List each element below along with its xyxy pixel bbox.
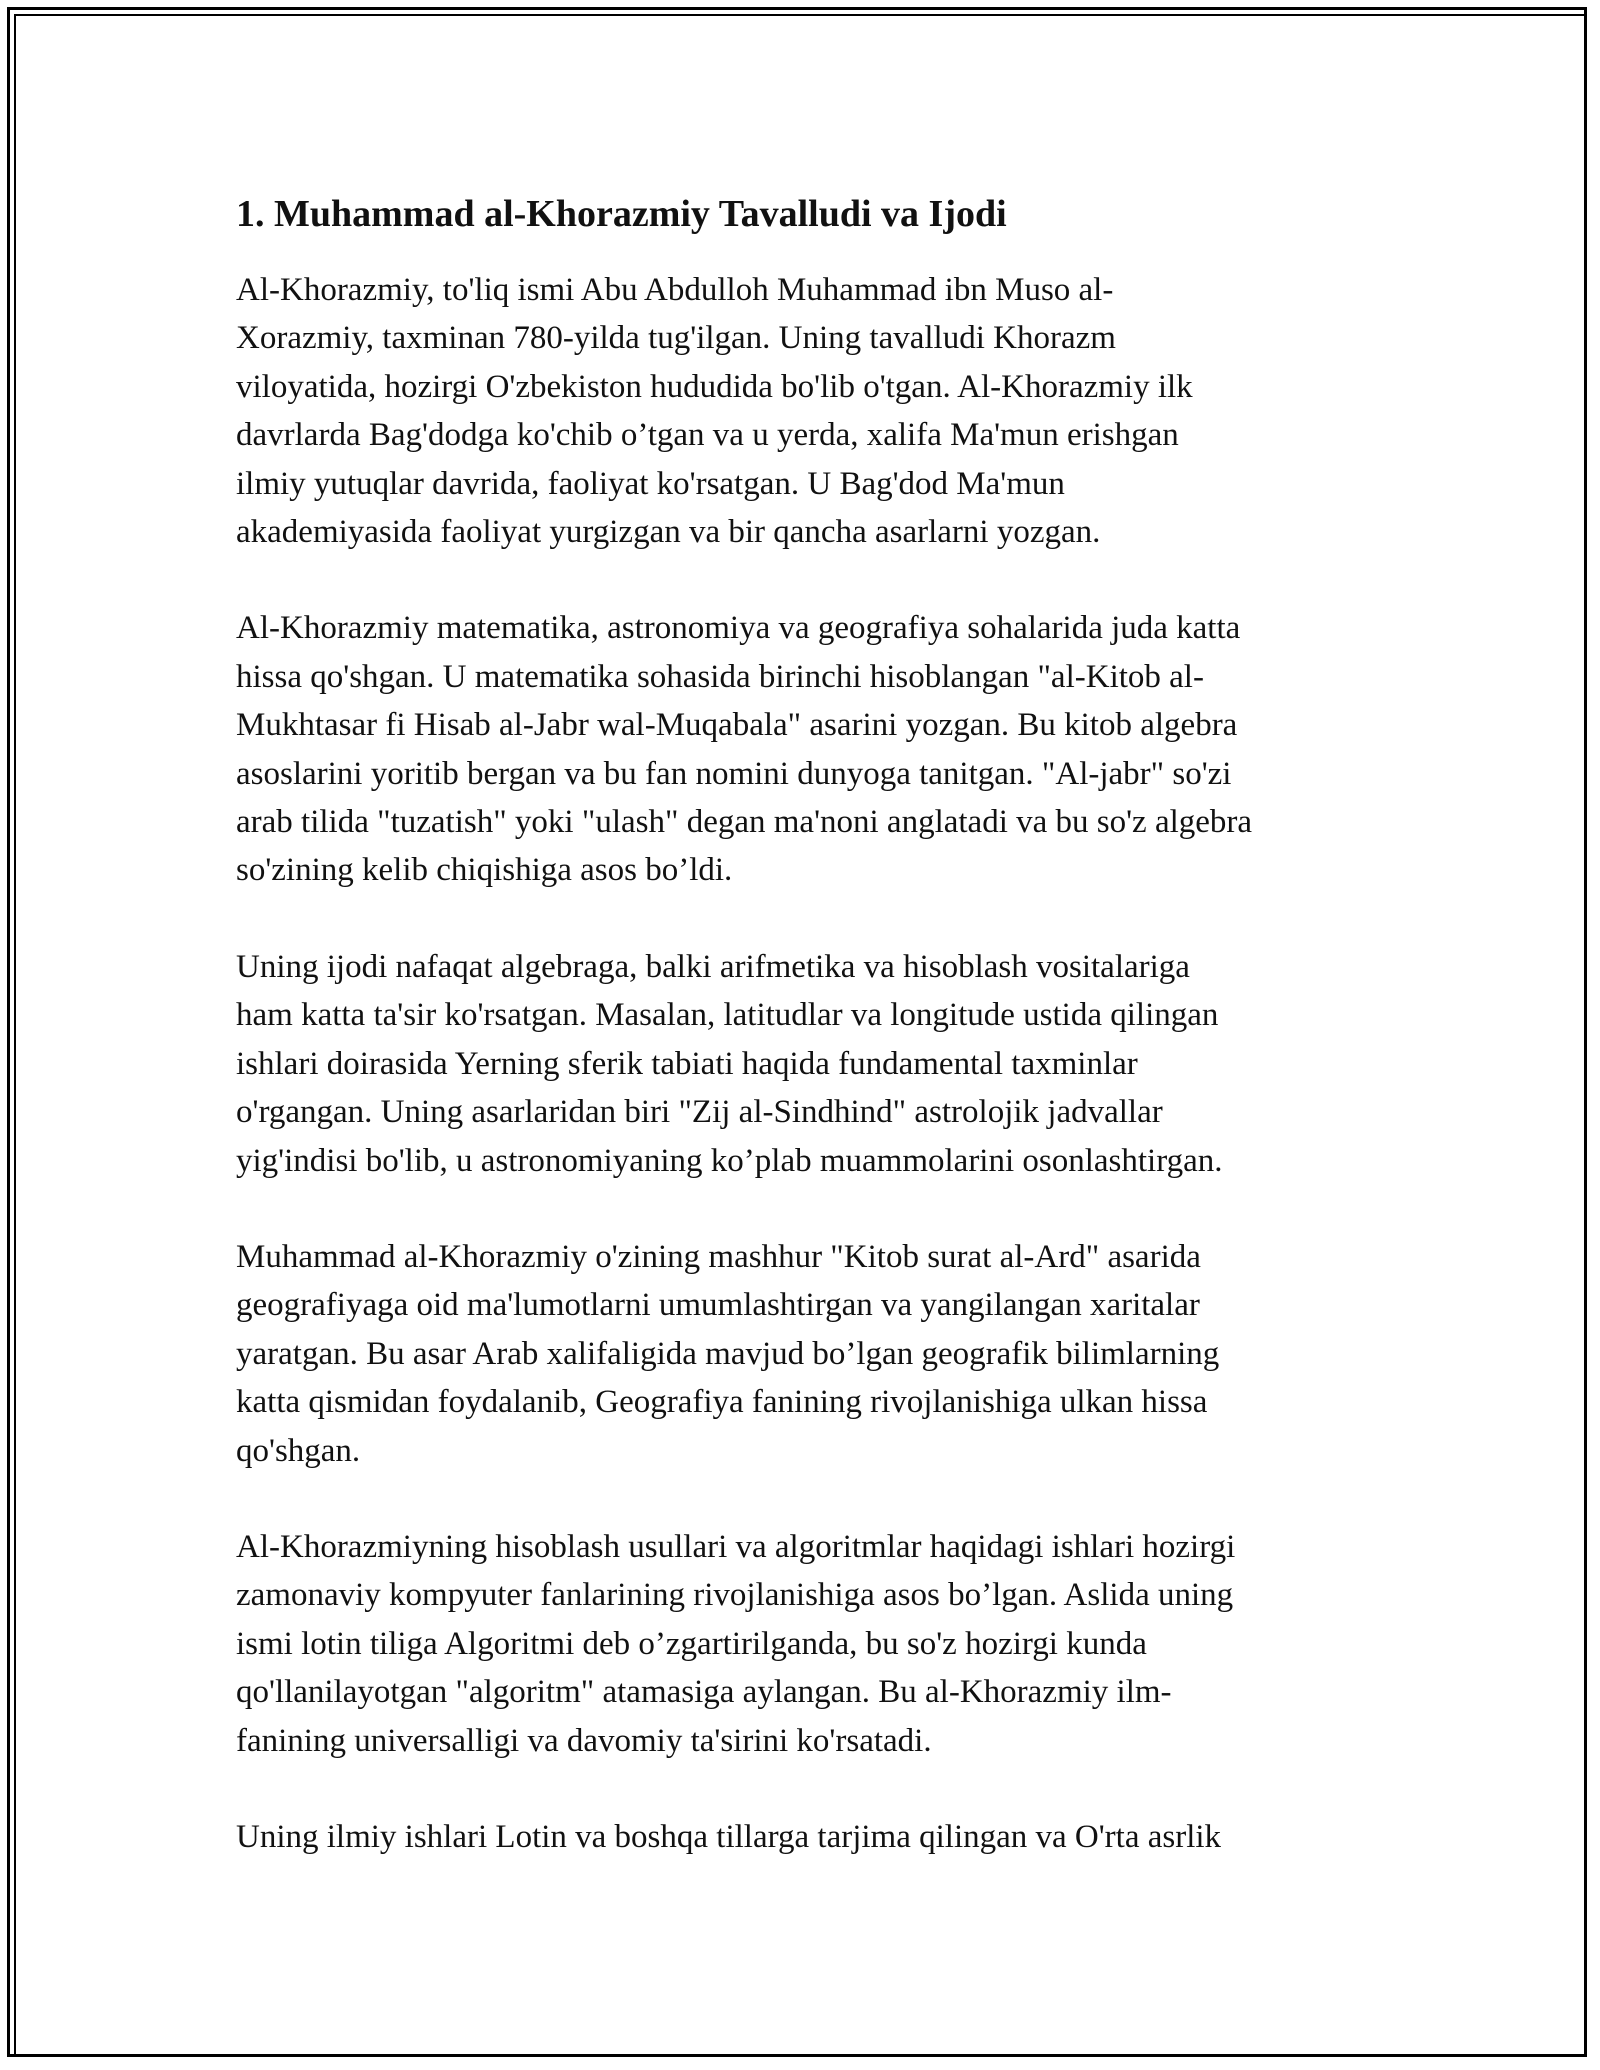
document-body bbox=[236, 186, 1376, 1909]
text-line: arab tilida "tuzatish" yoki "ulash" degan ma'noni anglatadi va bu so'z algebra bbox=[236, 804, 1253, 841]
text-line: katta qismidan foydalanib, Geografiya fanining rivojlanishiga ulkan hissa bbox=[236, 1384, 1208, 1421]
text-line: ishlari doirasida Yerning sferik tabiati haqida fundamental taxminlar bbox=[236, 1045, 1138, 1082]
text-line: ham katta ta'sir ko'rsatgan. Masalan, latitudlar va longitude ustida qilingan bbox=[236, 997, 1219, 1034]
text-line: ismi lotin tiliga Algoritmi deb o’zgartirilganda, bu so'z hozirgi kunda bbox=[236, 1625, 1147, 1662]
paragraph-geography bbox=[236, 1233, 1376, 1475]
text-line: zamonaviy kompyuter fanlarining rivojlanishiga asos bo’lgan. Aslida uning bbox=[236, 1577, 1234, 1614]
paragraph-birth bbox=[236, 266, 1376, 556]
paragraph-algorithms bbox=[236, 1523, 1376, 1765]
text-line: akademiyasida faoliyat yurgizgan va bir qancha asarlarni yozgan. bbox=[236, 514, 1101, 551]
paragraph-translations bbox=[236, 1813, 1376, 1861]
text-line: geografiyaga oid ma'lumotlarni umumlashtirgan va yangilangan xaritalar bbox=[236, 1287, 1200, 1324]
text-line: Al-Khorazmiy, to'liq ismi Abu Abdulloh Muhammad ibn Muso al- bbox=[236, 272, 1114, 308]
text-line: Xorazmiy, taxminan 780-yilda tug'ilgan. Uning tavalludi Khorazm bbox=[236, 320, 1116, 357]
section-heading: 1. Muhammad al-Khorazmiy Tavalludi va Ijodi bbox=[236, 193, 1007, 235]
text-line: Mukhtasar fi Hisab al-Jabr wal-Muqabala" asarini yozgan. Bu kitob algebra bbox=[236, 707, 1238, 744]
text-line: Al-Khorazmiy matematika, astronomiya va geografiya sohalarida juda katta bbox=[236, 610, 1241, 647]
text-line: Muhammad al-Khorazmiy o'zining mashhur "Kitob surat al-Ard" asarida bbox=[236, 1238, 1201, 1275]
text-line: yaratgan. Bu asar Arab xalifaligida mavjud bo’lgan geografik bilimlarning bbox=[236, 1335, 1220, 1372]
text-line: asoslarini yoritib bergan va bu fan nomini dunyoga tanitgan. "Al-jabr" so'zi bbox=[236, 755, 1232, 792]
text-line: qo'shgan. bbox=[236, 1432, 361, 1469]
text-line: qo'llanilayotgan "algoritm" atamasiga aylangan. Bu al-Khorazmiy ilm- bbox=[236, 1674, 1172, 1711]
paragraph-mathematics bbox=[236, 604, 1376, 894]
text-line: Al-Khorazmiyning hisoblash usullari va algoritmlar haqidagi ishlari hozirgi bbox=[236, 1528, 1236, 1565]
text-line: yig'indisi bo'lib, u astronomiyaning ko’plab muammolarini osonlashtirgan. bbox=[236, 1142, 1223, 1179]
text-line: Uning ilmiy ishlari Lotin va boshqa tillarga tarjima qilingan va O'rta asrlik bbox=[236, 1818, 1222, 1855]
text-line: davrlarda Bag'dodga ko'chib o’tgan va u yerda, xalifa Ma'mun erishgan bbox=[236, 417, 1179, 454]
text-line: hissa qo'shgan. U matematika sohasida birinchi hisoblangan "al-Kitob al- bbox=[236, 658, 1204, 695]
text-line: viloyatida, hozirgi O'zbekiston hududida bo'lib o'tgan. Al-Khorazmiy ilk bbox=[236, 368, 1193, 405]
paragraph-astronomy bbox=[236, 943, 1376, 1185]
text-line: so'zining kelib chiqishiga asos bo’ldi. bbox=[236, 852, 733, 889]
text-line: ilmiy yutuqlar davrida, faoliyat ko'rsatgan. U Bag'dod Ma'mun bbox=[236, 465, 1065, 502]
text-line: o'rgangan. Uning asarlaridan biri "Zij al-Sindhind" astrolojik jadvallar bbox=[236, 1094, 1163, 1131]
text-line: fanining universalligi va davomiy ta'sirini ko'rsatadi. bbox=[236, 1722, 932, 1759]
text-line: Uning ijodi nafaqat algebraga, balki arifmetika va hisoblash vositalariga bbox=[236, 948, 1190, 985]
